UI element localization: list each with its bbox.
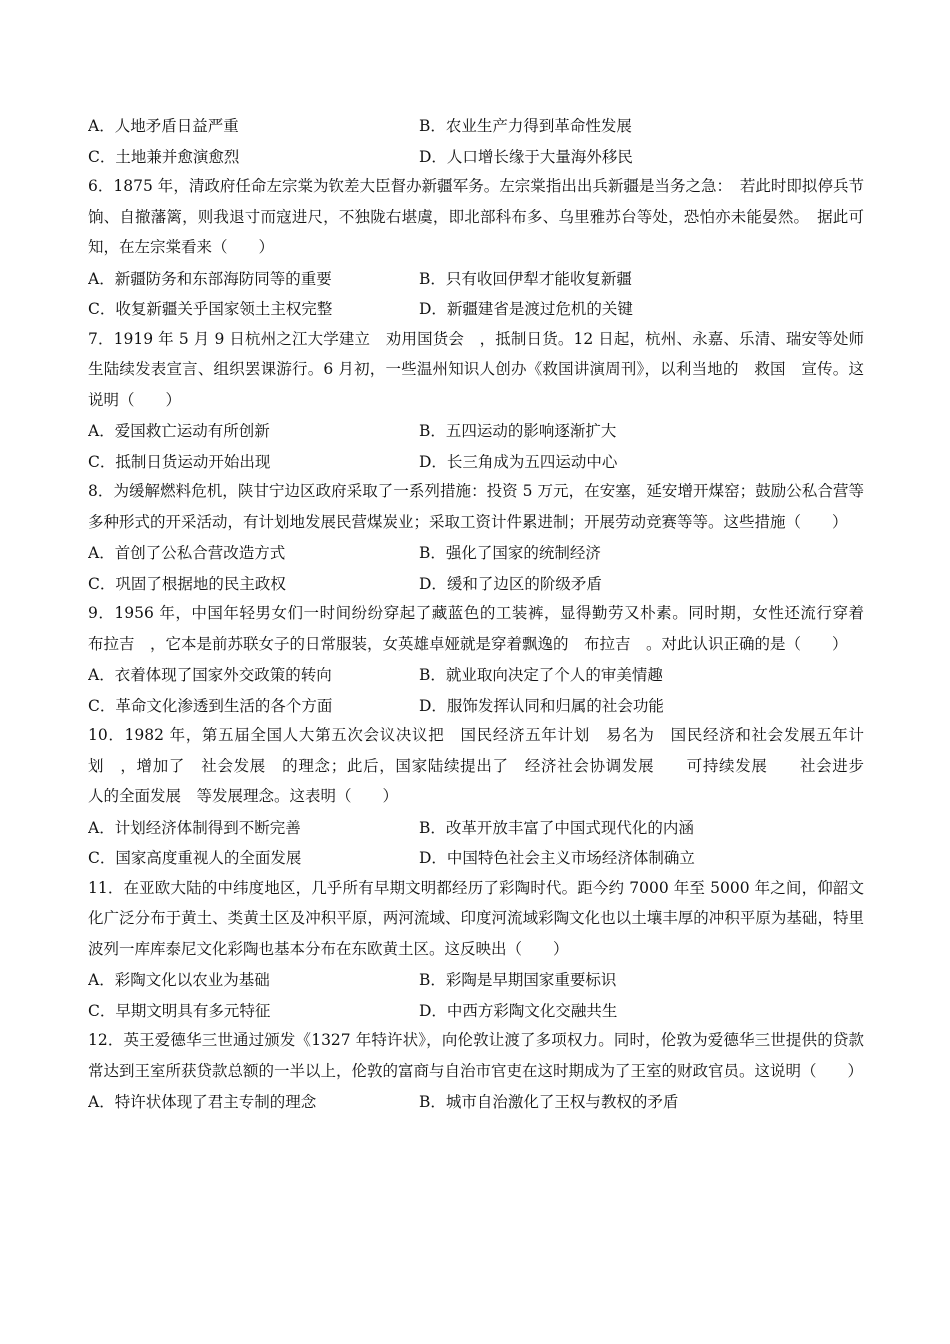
- option-row: [88, 141, 864, 172]
- option-row: [88, 1086, 864, 1117]
- option-a: A．计划经济体制得到不断完善: [88, 818, 301, 837]
- question-6: [88, 171, 864, 324]
- option-c: C．早期文明具有多元特征: [88, 1001, 271, 1020]
- question-stem: 12．英王爱德华三世通过颁发《1327 年特许状》，向伦敦让渡了多项权力。同时，伦敦为爱德华三世提供的贷款常达到王室所获贷款总额的一半以上，伦敦的富商与自治市官吏在这时期成为了王室的财政官员。这说明（ ）: [88, 1031, 864, 1080]
- option-row: [88, 690, 864, 721]
- question-stem: 10．1982 年，第五届全国人大第五次会议决议把 国民经济五年计划 易名为 国民经济和社会发展五年计划 ，增加了 社会发展 的理念；此后，国家陆续提出了 经济社会协调发展 可持续发展 社会进步 人的全面发展 等发展理念。这表明（ ）: [88, 726, 896, 805]
- option-row: [88, 995, 864, 1026]
- question-8: [88, 476, 864, 598]
- option-row: [88, 537, 864, 568]
- option-d: D．中国特色社会主义市场经济体制确立: [419, 849, 695, 868]
- option-b: B．只有收回伊犁才能收复新疆: [419, 269, 632, 288]
- question-7: [88, 324, 864, 477]
- option-c: C．收复新疆关乎国家领土主权完整: [88, 300, 333, 319]
- option-d: D．缓和了边区的阶级矛盾: [419, 574, 602, 593]
- option-d: D．新疆建省是渡过危机的关键: [419, 300, 633, 319]
- option-a: A．特许状体现了君主专制的理念: [88, 1093, 317, 1112]
- option-c: C．巩固了根据地的民主政权: [88, 574, 286, 593]
- option-b: B．强化了国家的统制经济: [419, 544, 601, 563]
- option-a: A．人地矛盾日益严重: [88, 117, 239, 136]
- option-a: A．爱国救亡运动有所创新: [88, 422, 270, 441]
- option-b: B．五四运动的影响逐渐扩大: [419, 422, 617, 441]
- option-d: D．中西方彩陶文化交融共生: [419, 1001, 618, 1020]
- question-stem: 7．1919 年 5 月 9 日杭州之江大学建立 劝用国货会 ，抵制日货。12 日起，杭州、永嘉、乐清、瑞安等处师生陆续发表宣言、组织罢课游行。6 月初，一些温州知识人创办《救国讲演周刊》，以利当地的 救国 宣传。这说明（ ）: [88, 329, 864, 409]
- option-b: B．改革开放丰富了中国式现代化的内涵: [419, 818, 694, 837]
- option-a: A．彩陶文化以农业为基础: [88, 971, 270, 990]
- question-11: [88, 873, 864, 1026]
- question-9: [88, 598, 880, 720]
- option-c: C．抵制日货运动开始出现: [88, 452, 271, 471]
- option-b: B．城市自治激化了王权与教权的矛盾: [419, 1093, 679, 1112]
- option-a: A．首创了公私合营改造方式: [88, 544, 286, 563]
- option-row: [88, 659, 864, 690]
- option-row: [88, 842, 864, 873]
- option-b: B．农业生产力得到革命性发展: [419, 117, 632, 136]
- option-b: B．彩陶是早期国家重要标识: [419, 971, 617, 990]
- option-d: D．人口增长缘于大量海外移民: [419, 147, 633, 166]
- option-row: [88, 415, 864, 446]
- question-stem: 8．为缓解燃料危机，陕甘宁边区政府采取了一系列措施：投资 5 万元，在安塞，延安增开煤窑；鼓励公私合营等多种形式的开采活动，有计划地发展民营煤炭业；采取工资计件累进制；开展劳动竞赛等等。这些措施（ ）: [88, 482, 864, 531]
- question-10: [88, 720, 896, 873]
- option-row: [88, 293, 864, 324]
- question-stem: 11．在亚欧大陆的中纬度地区，几乎所有早期文明都经历了彩陶时代。距今约 7000 年至 5000 年之间，仰韶文化广泛分布于黄土、类黄土区及冲积平原，两河流域、印度河流域彩陶文化也以土壤丰厚的冲积平原为基础，特里波列一库库泰尼文化彩陶也基本分布在东欧黄土区。这反映出（ ）: [88, 878, 864, 958]
- question-stem: 6．1875 年，清政府任命左宗棠为钦差大臣督办新疆军务。左宗棠指出出兵新疆是当务之急： 若此时即拟停兵节饷、自撤藩篱，则我退寸而寇进尺，不独陇右堪虞，即北部科布多、乌里雅苏台等处，恐怕亦未能晏然。 据此可知，在左宗棠看来（ ）: [88, 177, 864, 256]
- option-row: [88, 263, 864, 294]
- option-b: B．就业取向决定了个人的审美情趣: [419, 666, 663, 685]
- option-row: [88, 812, 864, 843]
- option-d: D．长三角成为五四运动中心: [419, 452, 618, 471]
- option-row: [88, 964, 864, 995]
- question-5: [88, 110, 864, 171]
- exam-page: [88, 110, 896, 1117]
- option-row: [88, 110, 864, 141]
- option-d: D．服饰发挥认同和归属的社会功能: [419, 696, 664, 715]
- option-c: C．革命文化渗透到生活的各个方面: [88, 696, 333, 715]
- option-row: [88, 568, 864, 599]
- option-c: C．土地兼并愈演愈烈: [88, 147, 240, 166]
- question-12: [88, 1025, 864, 1117]
- option-a: A．衣着体现了国家外交政策的转向: [88, 666, 332, 685]
- option-row: [88, 446, 864, 477]
- option-c: C．国家高度重视人的全面发展: [88, 849, 302, 868]
- option-a: A．新疆防务和东部海防同等的重要: [88, 269, 332, 288]
- question-stem: 9．1956 年，中国年轻男女们一时间纷纷穿起了藏蓝色的工装裤，显得勤劳又朴素。同时期，女性还流行穿着 布拉吉 ，它本是前苏联女子的日常服装，女英雄卓娅就是穿着飘逸的 布拉吉 。对此认识正确的是（ ）: [88, 604, 880, 653]
